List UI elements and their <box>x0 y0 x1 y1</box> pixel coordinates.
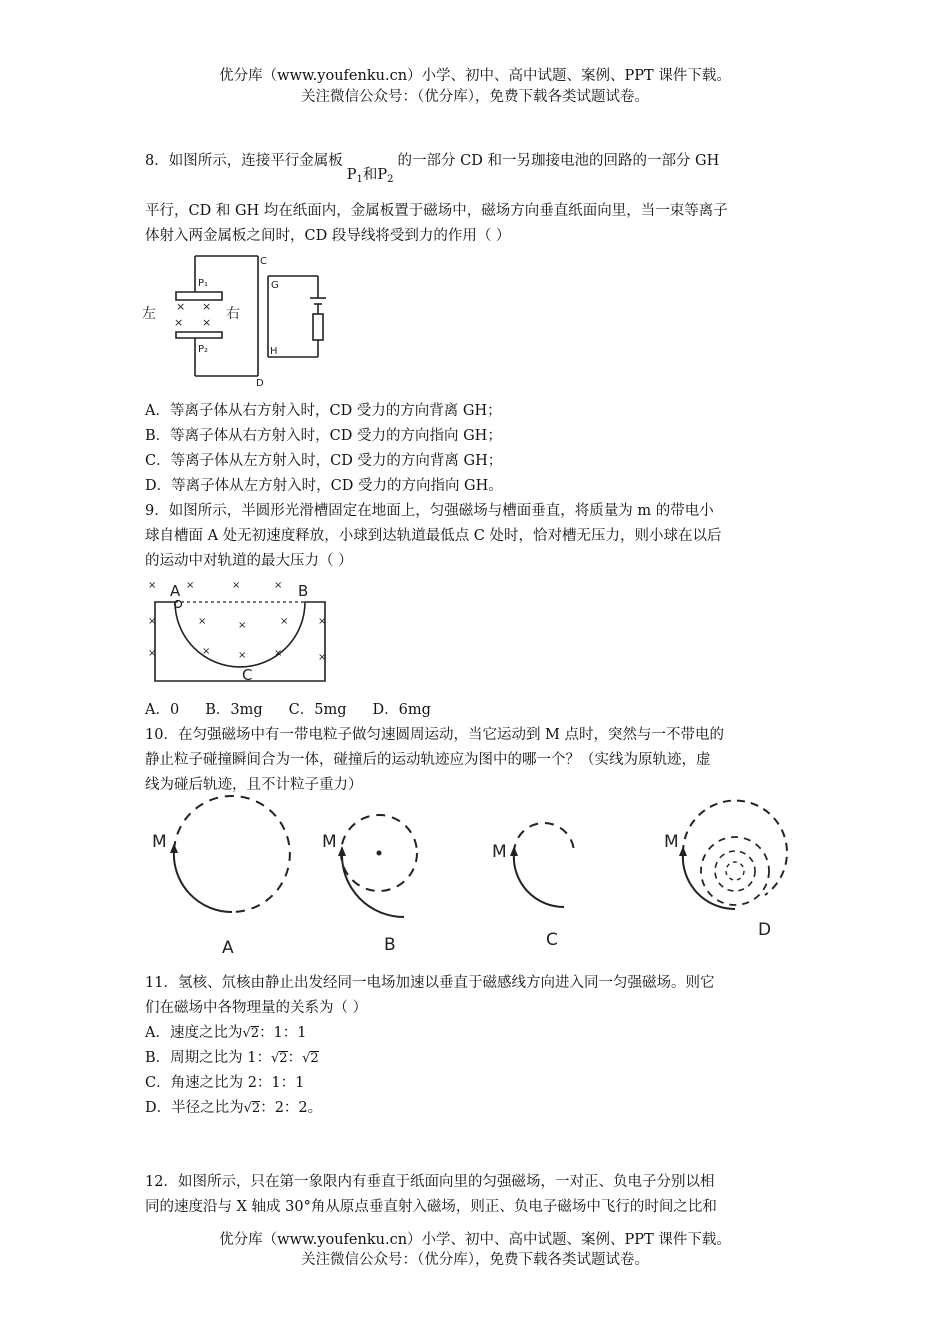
q11-stem-line-2: 们在磁场中各物理量的关系为（ ） <box>145 1000 368 1016</box>
q10-stem-line-3: 线为碰后轨迹，且不计粒子重力） <box>145 777 363 793</box>
svg-text:×: × <box>232 580 241 591</box>
label-c: C <box>242 666 253 684</box>
label-a: A <box>222 938 234 958</box>
q8-option-c: C．等离子体从左方射入时，CD 受力的方向背离 GH； <box>145 453 503 469</box>
cross-mark: × <box>176 300 186 313</box>
label-c: C <box>260 256 267 267</box>
svg-text:×: × <box>148 616 157 627</box>
q9-stem-line-2: 球自槽面 A 处无初速度释放，小球到达轨道最低点 C 处时，恰对槽无压力，则小球在以后 <box>145 528 722 544</box>
q9-option-d: D．6mg <box>372 702 431 718</box>
svg-text:×: × <box>318 652 327 663</box>
header-line-1: 优分库（www.youfenku.cn）小学、初中、高中试题、案例、PPT 课件下载。 <box>219 68 731 84</box>
footer-line-1: 优分库（www.youfenku.cn）小学、初中、高中试题、案例、PPT 课件下载。 <box>219 1232 731 1248</box>
label-m-b: M <box>322 832 337 852</box>
q8-option-b: B．等离子体从右方射入时，CD 受力的方向指向 GH； <box>145 428 502 444</box>
label-m-d: M <box>664 832 679 852</box>
label-d: D <box>256 378 264 389</box>
trajectory-c-solid <box>514 853 564 907</box>
q9-options <box>145 700 457 720</box>
label-g: G <box>271 280 279 291</box>
trajectory-b-solid <box>342 853 404 917</box>
q8-stem-line-2: 平行，CD 和 GH 均在纸面内，金属板置于磁场中，磁场方向垂直纸面向里，当一束等离子 <box>145 203 728 219</box>
q9-option-b: B．3mg <box>205 702 263 718</box>
label-p2: P₂ <box>198 344 209 355</box>
footer-line-2: 关注微信公众号：（优分库），免费下载各类试题试卷。 <box>301 1252 649 1268</box>
svg-text:×: × <box>198 616 207 627</box>
plate-p2 <box>176 332 222 338</box>
svg-text:×: × <box>274 648 283 659</box>
trajectory-d-solid <box>683 853 735 909</box>
label-c: C <box>546 930 558 950</box>
q9-stem-line-1: 9．如图所示，半圆形光滑槽固定在地面上，匀强磁场与槽面垂直，将质量为 m 的带电小 <box>145 503 714 519</box>
p1-and-p2: $P_1$和$P_2$ <box>346 167 394 185</box>
q9-groove-figure <box>140 576 335 691</box>
label-b: B <box>298 582 309 600</box>
q10-stem-line-1: 10．在匀强磁场中有一带电粒子做匀速圆周运动，当它运动到 M 点时，突然与一不带电的 <box>145 727 725 743</box>
trajectory-d-dashed <box>683 801 787 895</box>
q8-option-d: D．等离子体从左方射入时，CD 受力的方向指向 GH。 <box>145 478 503 494</box>
svg-text:×: × <box>274 580 283 591</box>
label-right: 右 <box>226 306 240 322</box>
q11-option-b: B．周期之比为 1：√2：√2 <box>145 1050 319 1066</box>
groove-body <box>155 602 325 681</box>
q10-trajectories-figure <box>140 795 805 970</box>
cross-mark: × <box>174 316 184 329</box>
q11-option-c: C．角速之比为 2：1：1 <box>145 1075 305 1091</box>
label-d: D <box>758 920 772 940</box>
label-m-c: M <box>492 842 507 862</box>
svg-text:×: × <box>148 580 157 591</box>
label-m-a: M <box>152 832 167 852</box>
label-left: 左 <box>142 306 156 322</box>
q9-stem-line-3: 的运动中对轨道的最大压力（ ） <box>145 553 353 569</box>
label-p1: P₁ <box>198 278 209 289</box>
q10-stem-line-2: 静止粒子碰撞瞬间合为一体，碰撞后的运动轨迹应为图中的哪一个？（实线为原轨迹，虚 <box>145 752 711 768</box>
cross-mark: × <box>202 300 212 313</box>
q8-circuit-figure <box>138 252 338 392</box>
q9-option-c: C．5mg <box>288 702 347 718</box>
trajectory-c-dashed <box>514 823 574 853</box>
svg-text:×: × <box>186 580 195 591</box>
q12-stem-line-1: 12．如图所示，只在第一象限内有垂直于纸面向里的匀强磁场，一对正、负电子分别以相 <box>145 1174 715 1190</box>
svg-text:×: × <box>238 650 247 661</box>
q11-stem-line-1: 11．氢核、氘核由静止出发经同一电场加速以垂直于磁感线方向进入同一匀强磁场。则它 <box>145 975 715 991</box>
svg-text:×: × <box>280 616 289 627</box>
svg-text:×: × <box>238 620 247 631</box>
q8-stem-line-3: 体射入两金属板之间时，CD 段导线将受到力的作用（ ） <box>145 228 511 244</box>
label-a: A <box>170 582 181 600</box>
label-b: B <box>384 935 396 955</box>
cross-mark: × <box>202 316 212 329</box>
header-line-2: 关注微信公众号：（优分库），免费下载各类试题试卷。 <box>301 89 649 105</box>
q8-option-a: A．等离子体从右方射入时，CD 受力的方向背离 GH； <box>145 403 502 419</box>
q9-option-a: A．0 <box>145 702 180 718</box>
svg-text:×: × <box>318 616 327 627</box>
q12-stem-line-2: 同的速度沿与 X 轴成 30°角从原点垂直射入磁场，则正、负电子磁场中飞行的时间之比和 <box>145 1199 717 1215</box>
svg-text:×: × <box>202 646 211 657</box>
svg-text:×: × <box>148 648 157 659</box>
label-h: H <box>270 346 278 357</box>
q11-option-a: A．速度之比为√2：1：1 <box>145 1025 307 1041</box>
q11-option-d: D．半径之比为√2：2：2。 <box>145 1100 323 1116</box>
trajectory-a-solid <box>174 850 232 912</box>
q8-stem-line-1: 8．如图所示，连接平行金属板$P_1$和$P_2$的一部分 CD 和一另珈接电池的回路的一部分 GH <box>145 151 719 176</box>
